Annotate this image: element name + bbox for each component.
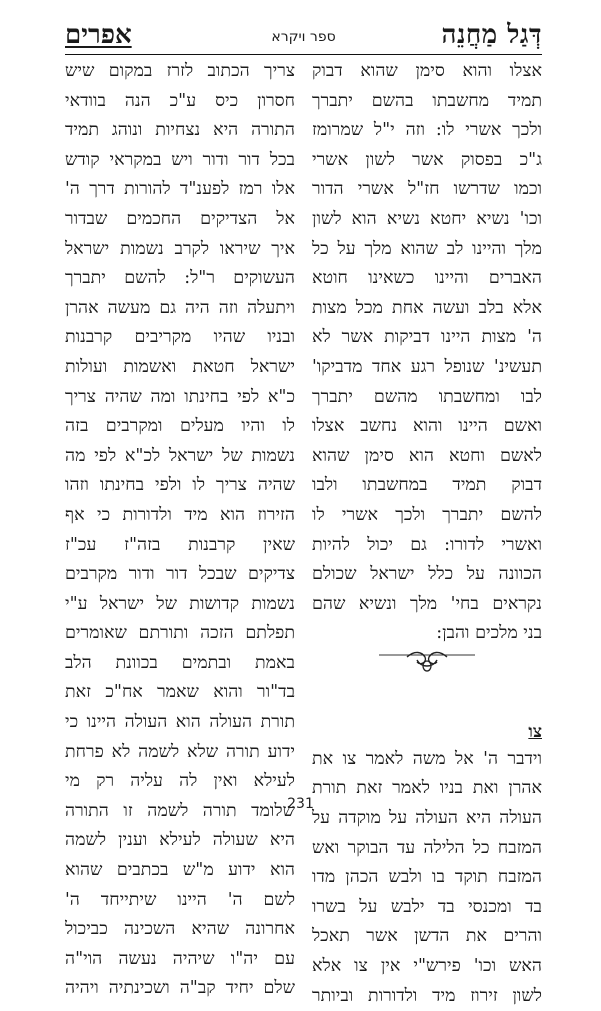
text-line: האברים והיינו כשאינו חוטא xyxy=(312,268,542,289)
text-line: נקראים בחי' מלך ונשיא שהם xyxy=(312,593,542,614)
text-line: שלם יחיד קב"ה ושכינתיה ויהיה xyxy=(65,978,295,999)
text-line: העשוקים ר"ל: להשם יתברך xyxy=(65,268,295,289)
text-line: אהרן ואת בניו לאמר זאת תורת xyxy=(312,778,542,799)
text-line: ואשרי לדורו: גם יכול להיות xyxy=(312,534,542,555)
text-line: אצלו והוא סימן שהוא דבוק xyxy=(312,61,542,81)
text-line: ידוע תורה שלא לשמה לא פרחת xyxy=(65,741,295,762)
text-line: תעשינ' שנופל רגע אחד מדביקו' xyxy=(312,356,542,377)
text-line: ויתעלה וזה היה גם מעשה אהרן xyxy=(65,297,295,318)
text-line: שלומד תורה לשמה זו התורה xyxy=(65,800,295,821)
text-line: שאין קרבנות בזה"ז עכ"ז xyxy=(65,534,295,555)
text-line: דבוק תמיד במחשבתו ולבו xyxy=(312,475,542,496)
text-line: לשון זירוז מיד ולדורות וביותר xyxy=(312,985,542,1006)
text-line: ה' מצות היינו דביקות אשר לא xyxy=(312,327,542,348)
text-line: נשמות קדושות של ישראל ע"י xyxy=(65,593,295,614)
text-line: כ"א לפי בחינתו ומה שהיה צריך xyxy=(65,386,295,407)
text-line: להשם יתברך ולכך אשרי לו xyxy=(312,504,542,525)
text-line: הוא ידוע מ"ש בכתבים שהוא xyxy=(65,860,295,881)
text-line: נשמות של ישראל לכ"א לפי מה xyxy=(65,445,295,466)
text-line: צדיקים שבכל דור ודור מקרבים xyxy=(65,564,295,585)
text-line: תפלתם הזכה ותורתם שאומרים xyxy=(65,623,295,644)
text-line: ולכך אשרי לו: וזה י"ל שמרומז xyxy=(312,120,542,141)
section-title: ספר ויקרא xyxy=(271,29,336,45)
text-line: לשם ה' היינו שיתייחד ה' xyxy=(65,889,295,910)
text-line: איך שיראו לקרב נשמות ישראל xyxy=(65,238,295,259)
text-line: חסרון כיס ע"כ הנה בוודאי xyxy=(65,90,295,111)
text-line: התורה היא נצחיות ונוהג תמיד xyxy=(65,120,295,141)
text-line: מלך והיינו לב שהוא מלך על כל xyxy=(312,238,542,259)
text-line: הזירוז הוא מיד ולדורות כי אף xyxy=(65,504,295,525)
text-line: אלא בלב ועשה אחת מכל מצות xyxy=(312,297,542,318)
text-line: ובניו שהיו מקריבים קרבנות xyxy=(65,327,295,348)
text-line: המזבח תוקד בו ולבש הכהן מדו xyxy=(312,867,542,888)
text-line: וכמו שדרשו חז"ל אשרי הדור xyxy=(312,179,542,200)
text-line: לעילא ואין לה עליה רק מי xyxy=(65,771,295,792)
text-line: אלו רמז לפענ"ד להורות דרך ה' xyxy=(65,179,295,200)
text-line: לו והיו מעלים ומקרבים בזה xyxy=(65,416,295,437)
running-header xyxy=(65,20,542,55)
section-spacer xyxy=(312,675,542,719)
text-line: וידבר ה' אל משה לאמר צו את xyxy=(312,748,542,769)
text-line: ג"כ בפסוק אשר לשון אשרי xyxy=(312,149,542,170)
ornament-flourish-icon xyxy=(312,647,542,675)
text-line: והרים את הדשן אשר תאכל xyxy=(312,926,542,947)
text-line: אל הצדיקים החכמים שבדור xyxy=(65,208,295,229)
text-line: באמת ובתמים בכוונת הלב xyxy=(65,652,295,673)
text-line: אחרונה שהיא השכינה כביכול xyxy=(65,919,295,940)
text-line: תמיד מחשבתו בהשם יתברך xyxy=(312,90,542,111)
text-line: לאשם וחטא הוא סימן שהוא xyxy=(312,445,542,466)
text-line: ואשם היינו והוא נחשב אצלו xyxy=(312,416,542,437)
page-number: 231 xyxy=(287,796,314,812)
text-line: לבו ומחשבתו מהשם יתברך xyxy=(312,386,542,407)
text-line: המזבח כל הלילה עד הבוקר ואש xyxy=(312,837,542,858)
text-line: הכוונה על כלל ישראל שכולם xyxy=(312,564,542,585)
text-line: בד"ור והוא שאמר אח"כ זאת xyxy=(65,682,295,703)
parsha-heading: צו xyxy=(528,721,542,742)
text-line: האש וכו' פירש"י אין צו אלא xyxy=(312,956,542,977)
book-title-part-two: אפרים xyxy=(65,20,132,50)
text-line: תורת העולה הוא העולה היינו כי xyxy=(65,712,295,733)
text-line: שהיה צריך לו ולפי בחינתו וזהו xyxy=(65,475,295,496)
text-line: וכו' נשיא יחטא נשיא הוא לשון xyxy=(312,208,542,229)
text-line: העולה היא העולה על מוקדה על xyxy=(312,808,542,829)
text-line: עם יה"ו שיהיה נעשה הוי"ה xyxy=(65,948,295,969)
text-line: צריך הכתוב לזרז במקום שיש xyxy=(65,61,295,81)
text-line: בני מלכים והבן: xyxy=(436,623,542,644)
book-title: דְּגַל מַחֲנֵה xyxy=(441,20,542,50)
left-column xyxy=(65,57,295,1004)
right-column xyxy=(312,57,542,1011)
text-line: בכל דור ודור ויש במקראי קודש xyxy=(65,149,295,170)
text-line: היא שעולה לעילא וענין לשמה xyxy=(65,830,295,851)
text-line: בד ומכנסי בד ילבש על בשרו xyxy=(312,896,542,917)
text-line: ישראל חטאת ואשמות ועולות xyxy=(65,356,295,377)
